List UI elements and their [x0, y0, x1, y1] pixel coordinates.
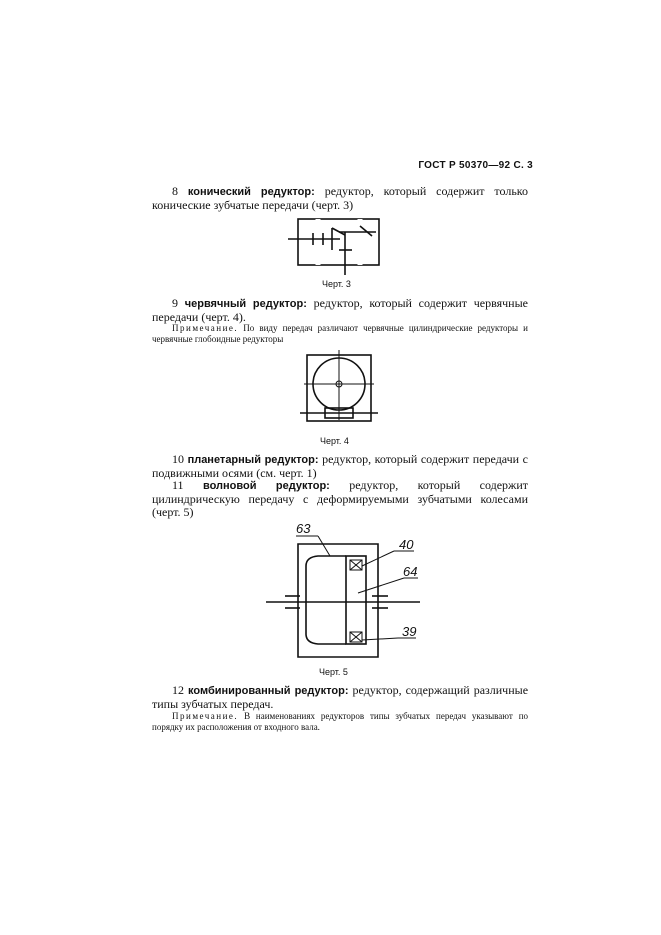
note-2 [152, 711, 528, 733]
note-label: Примечание. [172, 711, 239, 721]
term: планетарный редуктор: [187, 454, 319, 466]
definition-text: редуктор, который содержит цилиндрическую передачу с деформируемыми зубчатыми колесами (черт. 5) [152, 478, 529, 519]
note-text: В наименованиях редукторов типы зубчатых передач указывают по порядку их расположения от входного вала. [152, 711, 529, 732]
figure-3-caption: Черт. 3 [322, 279, 351, 289]
definition-item-12 [152, 684, 528, 711]
definition-text: редуктор, который содержит только конические зубчатые передачи (черт. 3) [152, 184, 529, 212]
term: червячный редуктор: [184, 298, 307, 310]
label-63: 63 [296, 521, 311, 536]
item-number: 8 [172, 184, 178, 198]
figure-4-caption: Черт. 4 [320, 436, 349, 446]
item-number: 11 [172, 478, 184, 492]
term: волновой редуктор: [202, 480, 330, 492]
term: конический редуктор: [187, 186, 315, 198]
label-64: 64 [403, 564, 418, 579]
label-39: 39 [402, 624, 417, 639]
item-number: 9 [172, 296, 178, 310]
definition-text: редуктор, который содержит передачи с подвижными осями (см. черт. 1) [152, 452, 528, 480]
item-number: 12 [172, 683, 184, 697]
definition-text: редуктор, содержащий различные типы зубчатых передач. [152, 683, 529, 711]
note-label: Примечание. [172, 323, 239, 333]
page-header: ГОСТ Р 50370—92 С. 3 [418, 160, 533, 171]
term: комбинированный редуктор: [188, 685, 349, 697]
item-number: 10 [172, 452, 184, 466]
note-text: По виду передач различают червячные цилиндрические редукторы и червячные глобоидные редукторы [152, 323, 528, 344]
definition-text: редуктор, который содержит червячные передачи (черт. 4). [152, 296, 528, 324]
label-40: 40 [399, 537, 414, 552]
figure-5-caption: Черт. 5 [319, 667, 348, 677]
